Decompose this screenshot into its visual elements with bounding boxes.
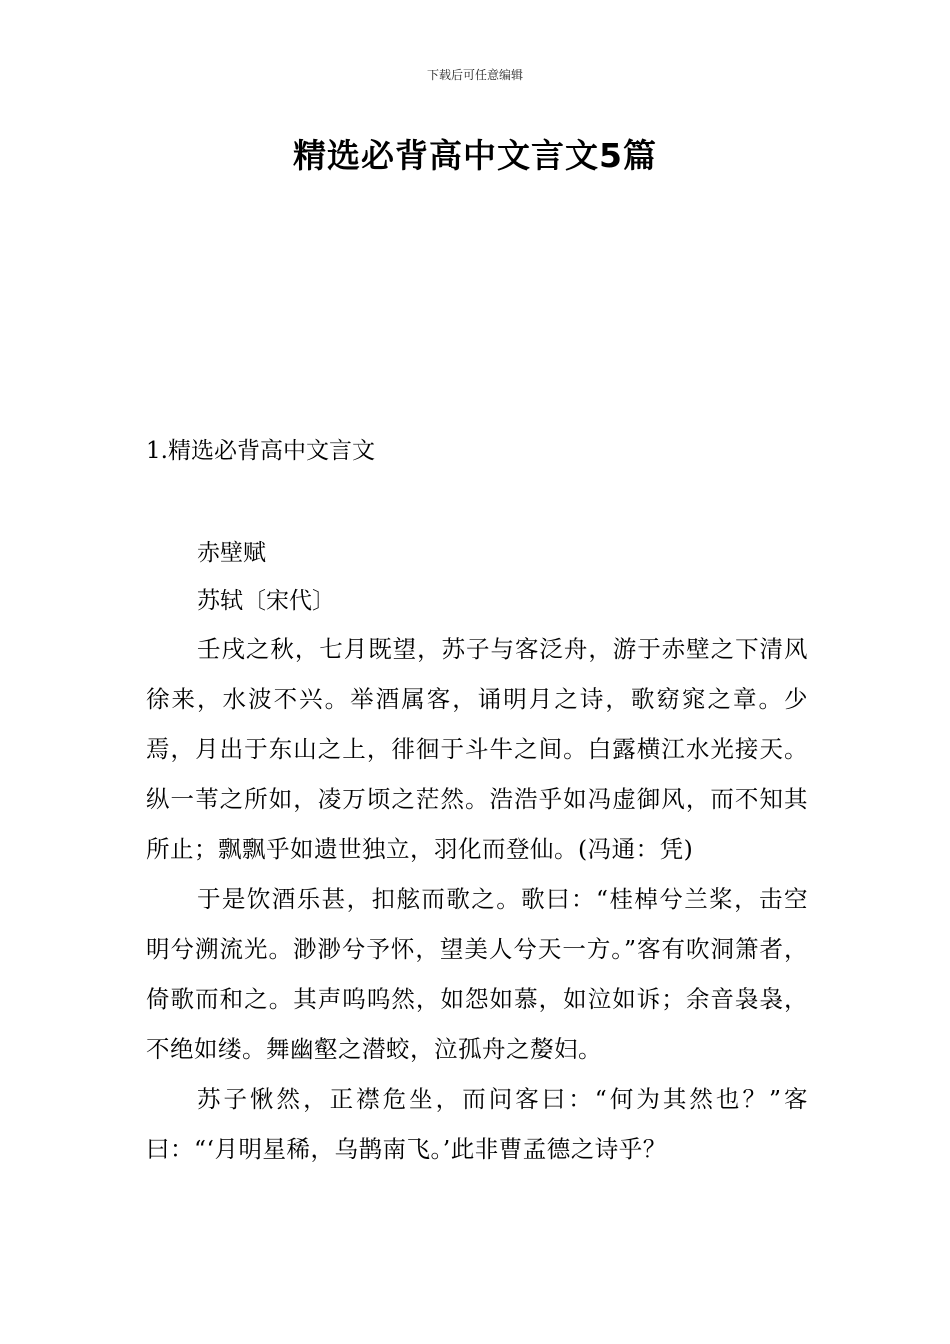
poem-author: 苏轼〔宋代〕 <box>197 588 335 614</box>
poem-body <box>146 624 808 1174</box>
header-note: 下载后可任意编辑 <box>426 68 523 82</box>
document-title: 精选必背高中文言文5篇 <box>293 136 657 175</box>
poem-paragraph-1: 壬戌之秋，七月既望，苏子与客泛舟，游于赤壁之下清风徐来，水波不兴。举酒属客，诵明月之诗，歌窈窕之章。少焉，月出于东山之上，徘徊于斗牛之间。白露横江水光接天。纵一苇之所如，凌万顷之茫然。浩浩乎如冯虚御风，而不知其所止；飘飘乎如遗世独立，羽化而登仙。(冯通：凭) <box>146 635 808 863</box>
section-heading: 1.精选必背高中文言文 <box>146 438 375 464</box>
poem-paragraph-2: 于是饮酒乐甚，扣舷而歌之。歌曰：“桂棹兮兰桨，击空明兮溯流光。渺渺兮予怀，望美人兮天一方。”客有吹洞箫者，倚歌而和之。其声呜呜然，如怨如慕，如泣如诉；余音袅袅，不绝如缕。舞幽壑之潜蛟，泣孤舟之嫠妇。 <box>146 885 808 1063</box>
poem-paragraph-3: 苏子愀然，正襟危坐，而问客曰：“何为其然也？”客曰：“‘月明星稀，乌鹊南飞。’此非曹孟德之诗乎？ <box>146 1085 808 1163</box>
poem-title: 赤壁赋 <box>197 540 266 566</box>
